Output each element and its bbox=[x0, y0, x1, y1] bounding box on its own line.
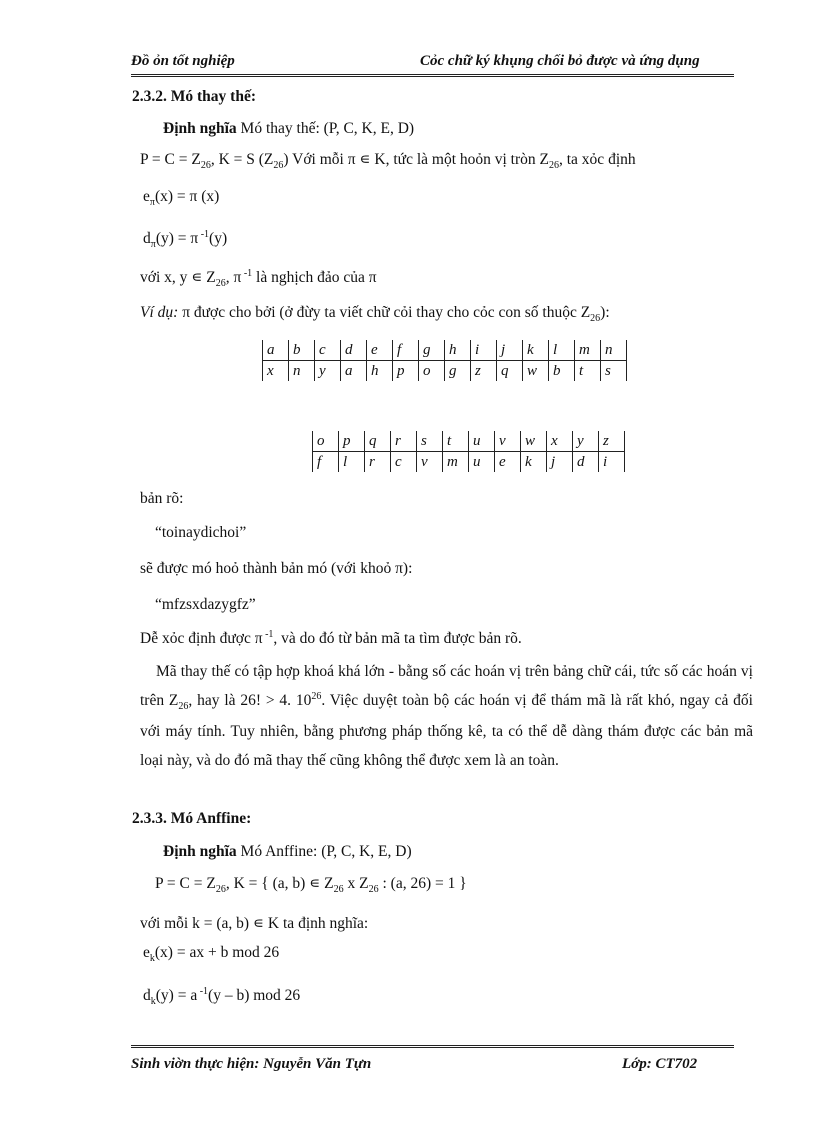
mapping-cell: a bbox=[263, 340, 289, 361]
inverse-note bbox=[140, 268, 377, 287]
mapping-row-plain bbox=[263, 340, 627, 361]
mapping-cell: v bbox=[495, 431, 521, 452]
inverse-sup: -1 bbox=[262, 629, 274, 640]
mapping-cell: f bbox=[393, 340, 419, 361]
mapping-cell: m bbox=[575, 340, 601, 361]
dec-end: (y) bbox=[209, 230, 228, 247]
affine-definition-line bbox=[163, 843, 412, 861]
decrypt-formula bbox=[143, 230, 227, 248]
mapping-cell: y bbox=[573, 431, 599, 452]
mapping-cell: m bbox=[443, 452, 469, 473]
mapping-cell: e bbox=[495, 452, 521, 473]
mapping-cell: x bbox=[263, 361, 289, 382]
affine-enc-sub: k bbox=[149, 953, 155, 964]
mapping-cell: c bbox=[315, 340, 341, 361]
paragraph-part-2: , hay là 26! > 4. 10 bbox=[188, 692, 312, 709]
mapping-cell: s bbox=[417, 431, 443, 452]
enc-sub: π bbox=[149, 197, 155, 208]
security-paragraph bbox=[140, 657, 753, 775]
affine-dec-d: d bbox=[143, 987, 151, 1004]
mapping-cell: l bbox=[339, 452, 365, 473]
mapping-table-2 bbox=[312, 431, 625, 472]
affine-l1-c: x Z bbox=[343, 875, 369, 892]
inverse-a: Dễ xỏc định được π bbox=[140, 630, 263, 647]
with-sub: 26 bbox=[215, 278, 226, 289]
mapping-cell: j bbox=[497, 340, 523, 361]
affine-dec-end: (y – b) mod 26 bbox=[208, 987, 301, 1004]
enc-e: e bbox=[143, 188, 150, 205]
mapping-cell: w bbox=[521, 431, 547, 452]
mapping-cell: t bbox=[443, 431, 469, 452]
mapping-cell: n bbox=[289, 361, 315, 382]
mapping-cell: x bbox=[547, 431, 573, 452]
mapping-table-1 bbox=[262, 340, 627, 381]
mapping-cell: b bbox=[549, 361, 575, 382]
mapping-row-cipher bbox=[313, 452, 625, 473]
with-c: là nghịch đảo của π bbox=[252, 269, 377, 286]
mapping-cell: y bbox=[315, 361, 341, 382]
mapping-cell: d bbox=[573, 452, 599, 473]
mapping-cell: v bbox=[417, 452, 443, 473]
mapping-cell: h bbox=[367, 361, 393, 382]
mapping-cell: z bbox=[471, 361, 497, 382]
mapping-cell: q bbox=[497, 361, 523, 382]
affine-encrypt-formula bbox=[143, 944, 279, 962]
mapping-cell: k bbox=[523, 340, 549, 361]
mapping-cell: d bbox=[341, 340, 367, 361]
affine-l1-a: P = C = Z bbox=[155, 875, 216, 892]
plaintext-value: “toinaydichoi” bbox=[155, 524, 247, 541]
plaintext-label: bản rõ: bbox=[140, 490, 184, 507]
mapping-cell: z bbox=[599, 431, 625, 452]
encrypted-label: sẽ được mó hoỏ thành bản mó (với khoỏ π): bbox=[140, 560, 413, 577]
substitution-key-line bbox=[140, 150, 636, 169]
dec-sub: π bbox=[150, 239, 156, 250]
footer-left: Sinh viờn thực hiện: Nguyễn Văn Tựn bbox=[131, 1056, 372, 1072]
definition-text: Mó thay thế: (P, C, K, E, D) bbox=[240, 120, 415, 137]
paragraph-part-1: Mã thay thế có tập hợp khoá khá lớn - bằng số các hoán vị trên bảng chữ cái, tức số các hoán vị trên Z bbox=[140, 663, 753, 709]
affine-definition-text: Mó Anffine: (P, C, K, E, D) bbox=[240, 843, 412, 860]
mapping-cell: a bbox=[341, 361, 367, 382]
encrypt-formula bbox=[143, 188, 219, 206]
line1-part-a: P = C = Z bbox=[140, 151, 201, 168]
mapping-cell: l bbox=[549, 340, 575, 361]
mapping-cell: i bbox=[599, 452, 625, 473]
mapping-cell: k bbox=[521, 452, 547, 473]
with-sup: -1 bbox=[241, 268, 253, 279]
mapping-cell: f bbox=[313, 452, 339, 473]
mapping-cell: h bbox=[445, 340, 471, 361]
paragraph-sup: 26 bbox=[311, 691, 322, 702]
line1-part-d: , ta xỏc định bbox=[559, 151, 636, 168]
example-sub: 26 bbox=[590, 313, 601, 324]
line1-sub2: 26 bbox=[273, 160, 284, 171]
definition-line bbox=[163, 120, 414, 138]
line1-sub3: 26 bbox=[549, 160, 559, 171]
section-title-233: 2.3.3. Mó Anffine: bbox=[132, 810, 252, 827]
affine-dec-mid: (y) = a bbox=[155, 987, 198, 1004]
affine-define-line: với mỗi k = (a, b) ∊ K ta định nghĩa: bbox=[140, 915, 369, 932]
with-a: với x, y ∊ Z bbox=[140, 269, 216, 286]
affine-l1-b: , K = { (a, b) ∊ Z bbox=[225, 875, 334, 892]
mapping-cell: c bbox=[391, 452, 417, 473]
mapping-cell: p bbox=[339, 431, 365, 452]
footer-rule bbox=[131, 1045, 734, 1050]
line1-part-c: ) Với mỗi π ∊ K, tức là một hoỏn vị tròn Z bbox=[283, 151, 549, 168]
mapping-cell: o bbox=[419, 361, 445, 382]
mapping-cell: u bbox=[469, 431, 495, 452]
affine-l1-sub2: 26 bbox=[333, 884, 344, 895]
example-end: ): bbox=[600, 304, 610, 321]
affine-enc-rest: (x) = ax + b mod 26 bbox=[154, 944, 280, 961]
affine-definition-label: Định nghĩa bbox=[163, 843, 237, 860]
mapping-cell: q bbox=[365, 431, 391, 452]
affine-key-line bbox=[155, 874, 467, 893]
mapping-row-plain bbox=[313, 431, 625, 452]
affine-l1-sub: 26 bbox=[215, 884, 226, 895]
mapping-cell: o bbox=[313, 431, 339, 452]
mapping-cell: b bbox=[289, 340, 315, 361]
mapping-cell: t bbox=[575, 361, 601, 382]
line1-part-b: , K = S (Z bbox=[210, 151, 274, 168]
enc-rest: (x) = π (x) bbox=[154, 188, 220, 205]
dec-sup: -1 bbox=[198, 229, 210, 240]
affine-decrypt-formula bbox=[143, 987, 300, 1005]
definition-label: Định nghĩa bbox=[163, 120, 237, 137]
mapping-cell: r bbox=[365, 452, 391, 473]
mapping-cell: j bbox=[547, 452, 573, 473]
mapping-cell: p bbox=[393, 361, 419, 382]
with-b: , π bbox=[225, 269, 242, 286]
mapping-cell: w bbox=[523, 361, 549, 382]
mapping-cell: s bbox=[601, 361, 627, 382]
header-left: Đồ ỏn tốt nghiệp bbox=[131, 53, 235, 69]
affine-dec-sup: -1 bbox=[197, 986, 209, 997]
affine-enc-e: e bbox=[143, 944, 150, 961]
paragraph-sub: 26 bbox=[178, 701, 189, 712]
footer-right: Lớp: CT702 bbox=[622, 1056, 698, 1072]
example-line bbox=[140, 304, 610, 322]
affine-l1-d: : (a, 26) = 1 } bbox=[378, 875, 467, 892]
mapping-cell: g bbox=[445, 361, 471, 382]
mapping-cell: i bbox=[471, 340, 497, 361]
inverse-line bbox=[140, 630, 522, 648]
mapping-cell: e bbox=[367, 340, 393, 361]
mapping-cell: n bbox=[601, 340, 627, 361]
mapping-cell: r bbox=[391, 431, 417, 452]
dec-mid: (y) = π bbox=[155, 230, 199, 247]
header-right: Cỏc chữ ký khụng chối bỏ được và ứng dụng bbox=[420, 53, 700, 69]
dec-d: d bbox=[143, 230, 151, 247]
affine-dec-sub: k bbox=[150, 996, 156, 1007]
mapping-row-cipher bbox=[263, 361, 627, 382]
cipher-value: “mfzsxdazygfz” bbox=[155, 596, 256, 613]
line1-sub: 26 bbox=[200, 160, 211, 171]
paragraph-part-3: . Việc duyệt toàn bộ các hoán vị để thám mã là rất khó, ngay cả đối với máy tính. Tuy nhiên, bằng phương pháp thống kê, ta có thể dễ dàng thám được các bản mã loại này, và do đó mã thay thế cũng không thể được xem là an toàn. bbox=[140, 692, 753, 769]
inverse-b: , và do đó từ bản mã ta tìm được bản rõ. bbox=[273, 630, 522, 647]
example-label: Ví dụ: bbox=[140, 304, 179, 321]
mapping-cell: g bbox=[419, 340, 445, 361]
example-text: π được cho bởi (ở đừy ta viết chữ cỏi thay cho cỏc con số thuộc Z bbox=[178, 304, 591, 321]
header-rule bbox=[131, 74, 734, 79]
mapping-cell: u bbox=[469, 452, 495, 473]
affine-l1-sub3: 26 bbox=[368, 884, 379, 895]
section-title-232: 2.3.2. Mó thay thế: bbox=[132, 88, 256, 105]
